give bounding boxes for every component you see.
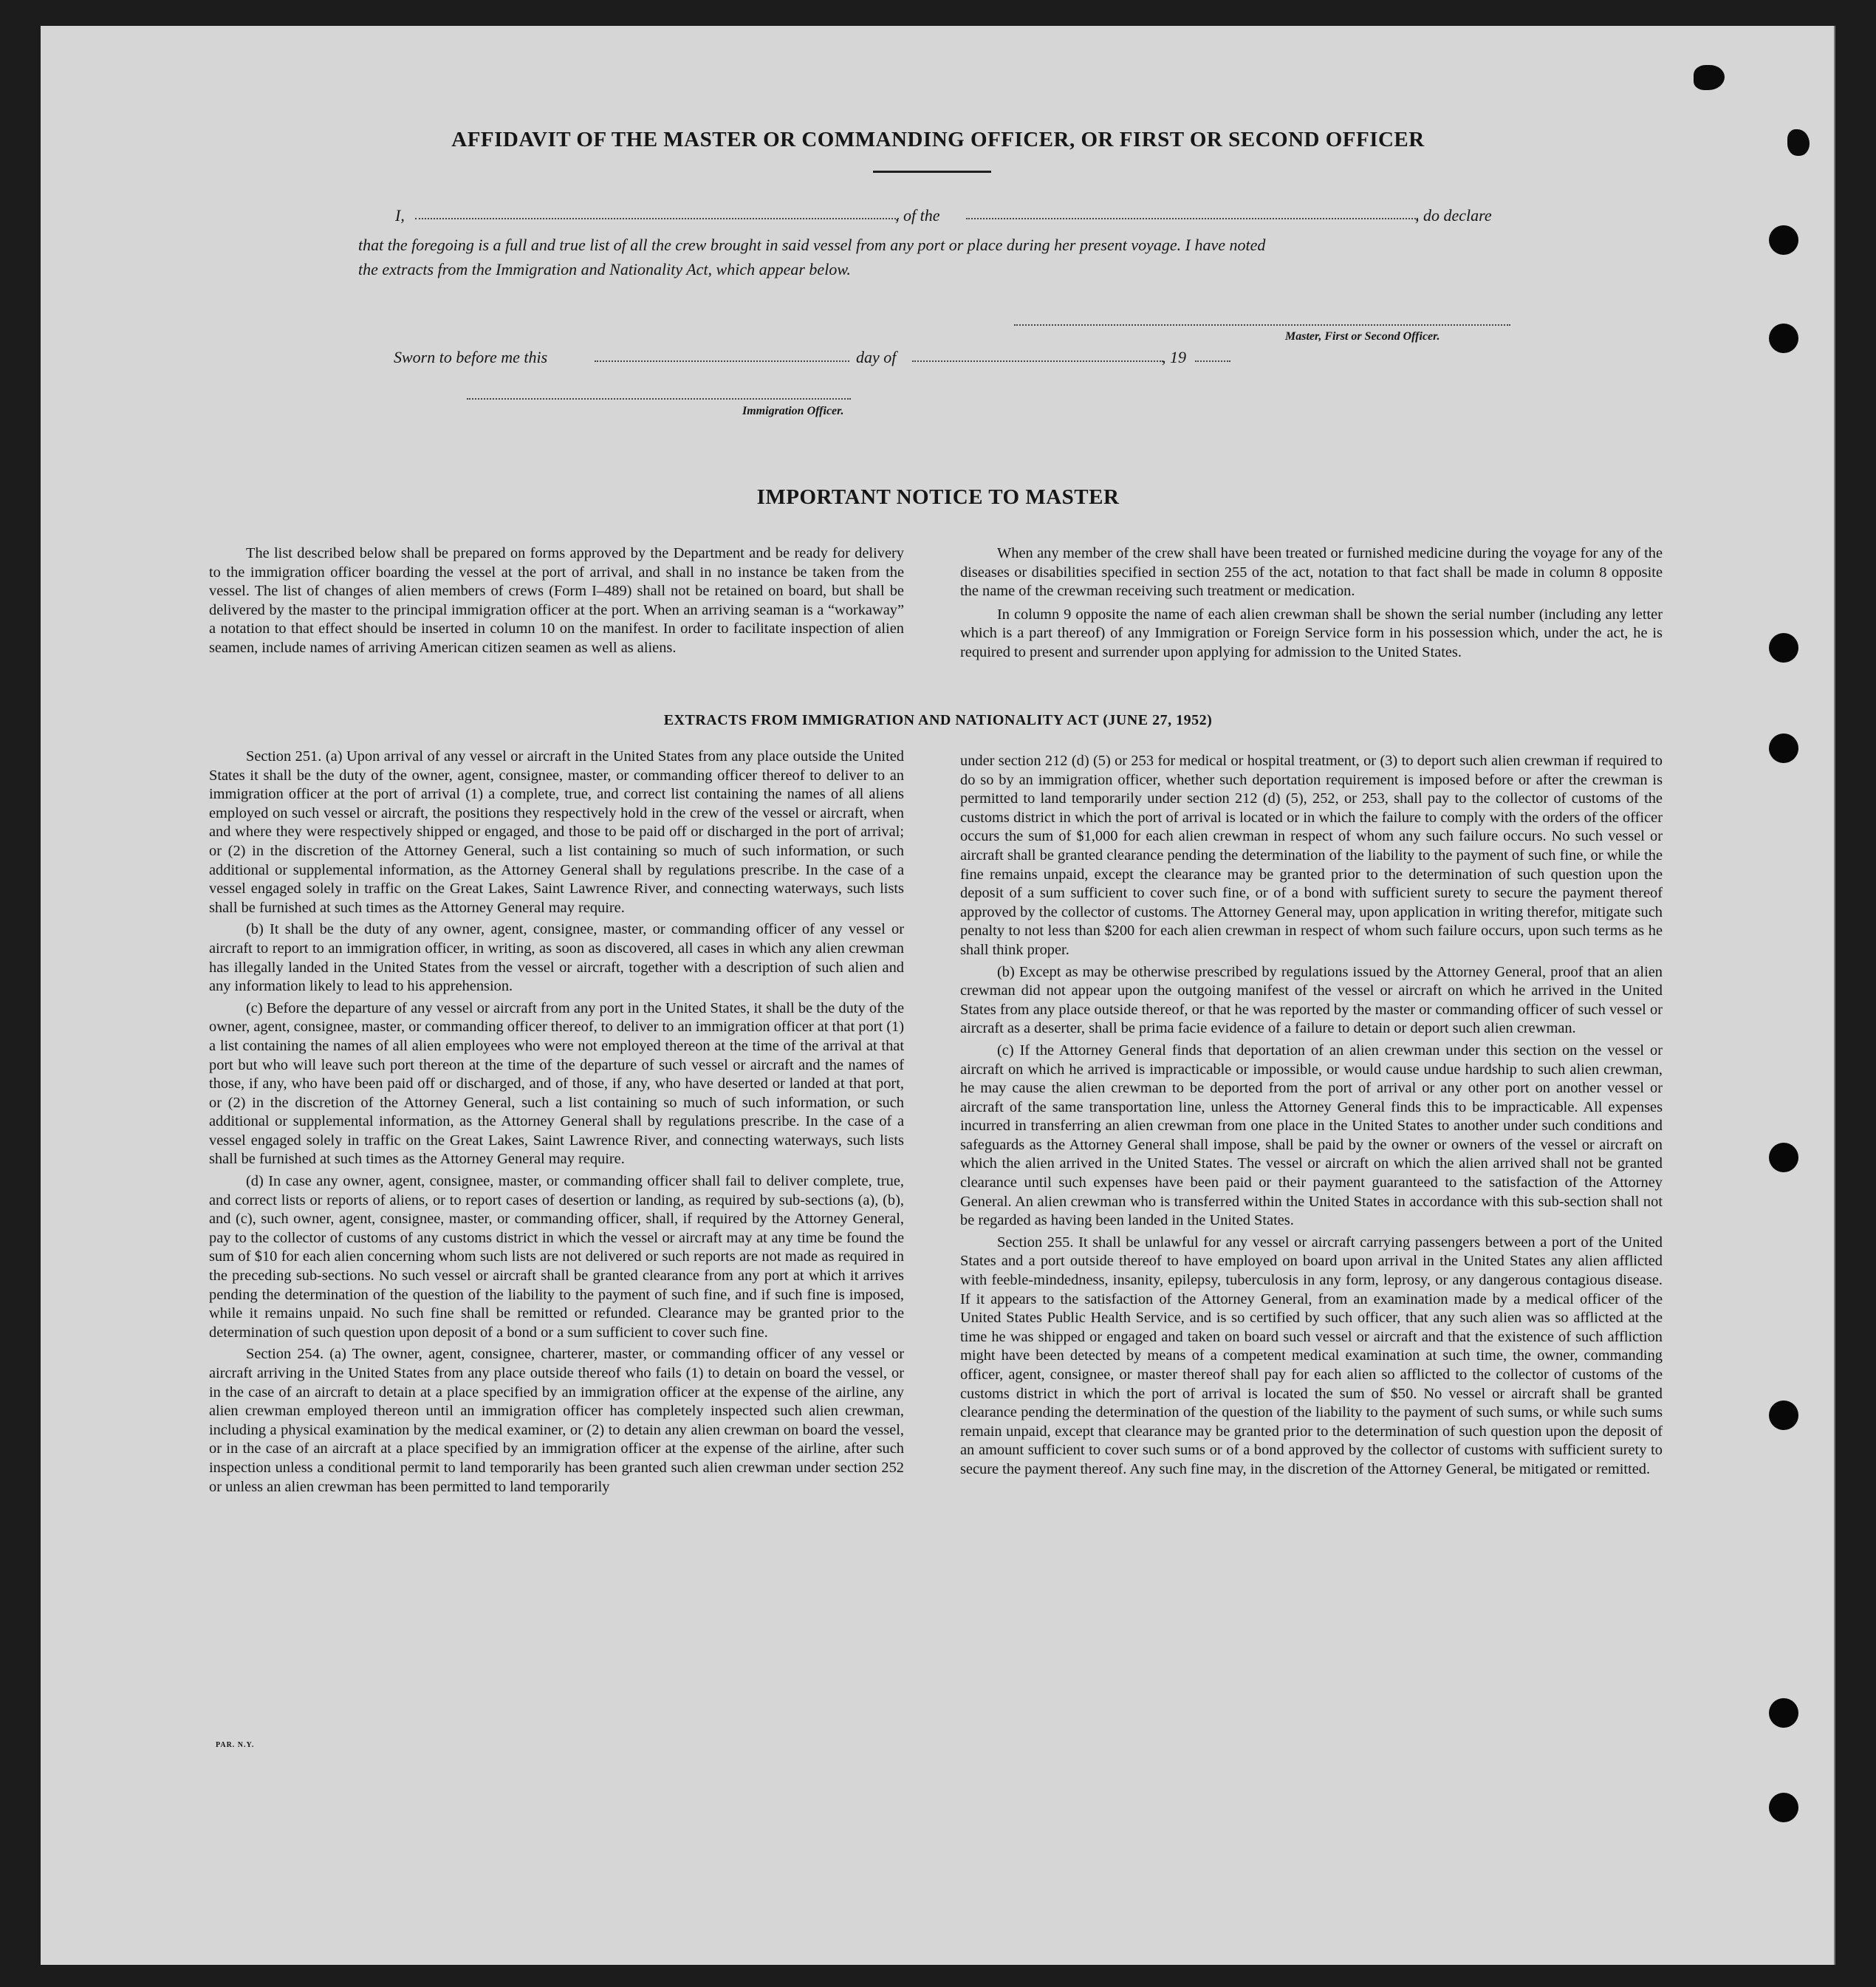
notice-left-column <box>209 544 904 661</box>
section-251-b: (b) It shall be the duty of any owner, agent, consignee, master, or commanding officer of any vessel or aircraft to report to an immigration officer, in writing, as soon as discovered, all cases in which any alien crewman has illegally landed in the United States from the vessel or aircraft, together with a description of such alien and any information likely to lead to his apprehension. <box>209 921 904 995</box>
sworn-year-field[interactable] <box>1195 359 1230 362</box>
binder-hole <box>1769 633 1798 663</box>
declarant-name-field[interactable] <box>415 216 899 219</box>
sworn-day-field[interactable] <box>595 359 849 362</box>
binder-hole <box>1769 1401 1798 1430</box>
notice-right-paragraph-1: When any member of the crew shall have been treated or furnished medicine during the voyage for any of the diseases or disabilities specified in section 255 of the act, notation to that fact shall be made in column 8 opposite the name of the crewman receiving such treatment or medication. <box>960 545 1663 600</box>
extracts-left-column <box>209 748 904 1499</box>
section-254-a-continued: under section 212 (d) (5) or 253 for medical or hospital treatment, or (3) to deport such alien crewman if required to do so by an immigration officer, whether such deportation requirement is imposed before or after the crewman is permitted to land temporarily under section 212 (d) (5), 252, or 253, shall pay to the collector of customs of the customs district in which the port of arrival is located or in which the failure to comply with the orders of the officer occurs the sum of $1,000 for each alien crewman in respect of whom any such failure occurs. No such vessel or aircraft shall be granted clearance pending the determination of the liability to the payment of such fine, or while the fine remains unpaid, except the clearance may be granted prior to the determination of such question upon the deposit of a sum sufficient to cover such fine, or of a bond with sufficient surety to secure the payment thereof approved by the collector of customs. The Attorney General may, upon application in writing therefor, mitigate such penalty to not less than $200 for each alien crewman in respect of whom such failure occurs, upon such terms as he shall think proper. <box>960 753 1663 958</box>
notice-left-paragraph: The list described below shall be prepared on forms approved by the Department and be ready for delivery to the immigration officer boarding the vessel at the port of arrival, and shall in no instance be taken from the vessel. The list of changes of alien members of crews (Form I–489) shall not be retained on board, but shall be delivered by the master to the principal immigration officer at the port. When an arriving seaman is a “workaway” a notation to that effect should be inserted in column 10 on the manifest. In order to facilitate inspection of alien seamen, include names of arriving American citizen seamen as well as aliens. <box>209 545 904 656</box>
affidavit-statement-line: that the foregoing is a full and true list of all the crew brought in said vessel from any port or place during her present voyage. I have noted <box>358 236 1266 254</box>
section-251-c: (c) Before the departure of any vessel or aircraft from any port in the United States, it shall be the duty of the owner, agent, consignee, master, or commanding officer thereof, to deliver to an immigration officer at that port (1) a list containing the names of all alien employees who were not employed thereon at the time of the arrival at that port but who will leave such port thereon at the time of the departure of such vessel or aircraft and the names of those, if any, who have been paid off or discharged, and of those, if any, who have deserted or landed at that port, or (2) in the discretion of the Attorney General, such a list containing so much of such information, or such additional or supplemental information, as the Attorney General shall by regulations prescribe. In the case of a vessel engaged solely in traffic on the Great Lakes, Saint Lawrence River, and connecting waterways, such lists shall be furnished at such times as the Attorney General may require. <box>209 999 904 1168</box>
torn-edge-blot <box>1787 129 1810 156</box>
extracts-right-column <box>960 752 1663 1482</box>
master-signature-line[interactable] <box>1014 323 1510 326</box>
immigration-officer-signature-line[interactable] <box>467 397 851 400</box>
day-of-label: day of <box>856 348 897 366</box>
binder-hole <box>1769 1698 1798 1728</box>
immigration-officer-label: Immigration Officer. <box>742 405 844 417</box>
section-254-c: (c) If the Attorney General finds that deportation of an alien crewman under this section on the vessel or aircraft on which he arrived is impracticable or impossible, or would cause undue hardship to such alien crewman, he may cause the alien crewman to be deported from the port of arrival or any other port on another vessel or aircraft of the same transportation line, unless the Attorney General finds this to be impracticable. All expenses incurred in transferring an alien crewman from one place in the United States to another under such conditions and safeguards as the Attorney General shall impose, shall be paid by the owner or owners of the vessel or aircraft on which the alien arrived in the United States. The vessel or aircraft on which the alien arrived shall not be granted clearance until such expenses have been paid or their payment guaranteed to the satisfaction of the Attorney General. An alien crewman who is transferred within the United States in accordance with this sub-section shall not be regarded as having been landed in the United States. <box>960 1042 1663 1229</box>
extracts-title: EXTRACTS FROM IMMIGRATION AND NATIONALITY ACT (JUNE 27, 1952) <box>663 712 1213 728</box>
notice-right-paragraph-2: In column 9 opposite the name of each alien crewman shall be shown the serial number (including any letter which is a part thereof) of any Immigration or Foreign Service form in his possession which, under the act, he is required to present and surrender upon applying for admission to the United States. <box>960 606 1663 660</box>
section-255: Section 255. It shall be unlawful for any vessel or aircraft carrying passengers between a port of the United States and a port outside thereof to have employed on board upon arrival in the United States any alien afflicted with feeble-mindedness, insanity, epilepsy, tuberculosis in any form, leprosy, or any dangerous contagious disease. If it appears to the satisfaction of the Attorney General, from an examination made by a medical officer of the United States Public Health Service, and is so certified by such officer, that any such alien was so afflicted at the time he was shipped or engaged and taken on board such vessel or aircraft and that the existence of such affliction might have been detected by means of a competent medical examination at such time, the owner, commanding officer, agent, consignee, or master thereof shall pay for each alien so afflicted to the collector of customs of the customs district in which the port of arrival is located the sum of $50. No vessel or aircraft shall be granted clearance pending the determination of the question of the liability to the payment of such sums, or while such sums remain unpaid, except that clearance may be granted prior to the determination of such question upon the deposit of an amount sufficient to cover such sums or of a bond approved by the collector of customs with sufficient surety to secure the payment thereof. Any such fine may, in the discretion of the Attorney General, be mitigated or remitted. <box>960 1234 1663 1477</box>
affidavit-title: AFFIDAVIT OF THE MASTER OR COMMANDING OFFICER, OR FIRST OR SECOND OFFICER <box>451 128 1425 151</box>
vessel-name-field[interactable] <box>966 216 1418 219</box>
affidavit-extracts-line: the extracts from the Immigration and Nationality Act, which appear below. <box>358 260 851 278</box>
notice-title: IMPORTANT NOTICE TO MASTER <box>756 485 1120 509</box>
section-254-a: Section 254. (a) The owner, agent, consignee, charterer, master, or commanding officer of any vessel or aircraft arriving in the United States from any place outside thereof who fails (1) to detain on board the vessel, or in the case of an aircraft to detain at a place specified by an immigration officer at the expense of the airline, any alien crewman employed thereon until an immigration officer has completely inspected such alien crewman, including a physical examination by the medical examiner, or (2) to detain any alien crewman on board the vessel, or in the case of an aircraft at a place specified by an immigration officer at the expense of the airline, after such inspection unless a conditional permit to land temporarily has been granted such alien crewman under section 252 or unless an alien crewman has been permitted to land temporarily <box>209 1346 904 1495</box>
affidavit-declare-label: , do declare <box>1415 206 1492 225</box>
sworn-label: Sworn to before me this <box>394 348 548 366</box>
sworn-month-field[interactable] <box>912 359 1163 362</box>
binder-hole <box>1769 733 1798 763</box>
affidavit-i-label: I, <box>395 206 405 225</box>
printer-mark: PAR. N.Y. <box>216 1741 255 1749</box>
master-signature-label: Master, First or Second Officer. <box>1285 330 1440 343</box>
binder-hole <box>1769 324 1798 353</box>
affidavit-of-the-label: , of the <box>895 206 940 225</box>
binder-hole <box>1769 225 1798 255</box>
sworn-year-label: , 19 <box>1162 348 1186 366</box>
section-254-b: (b) Except as may be otherwise prescribed by regulations issued by the Attorney General, proof that an alien crewman did not appear upon the outgoing manifest of the vessel or aircraft on which he arrived in the United States from any place outside thereof, or that he was reported by the master or commanding officer of such vessel or aircraft as a deserter, shall be prima facie evidence of a failure to detain or deport such alien crewman. <box>960 963 1663 1037</box>
binder-hole <box>1769 1793 1798 1822</box>
notice-right-column <box>960 544 1663 666</box>
binder-hole <box>1769 1143 1798 1172</box>
section-251-a: Section 251. (a) Upon arrival of any vessel or aircraft in the United States from any place outside the United States it shall be the duty of the owner, agent, consignee, master, or commanding officer thereof to deliver to an immigration officer at the port of arrival (1) a complete, true, and correct list containing the names of all aliens employed on such vessel or aircraft, the positions they respectively hold in the crew of the vessel or aircraft, when and where they were respectively shipped or engaged, and those to be paid off or discharged in the port of arrival; or (2) in the discretion of the Attorney General, such a list containing so much of such information, or such additional or supplemental information, as the Attorney General shall by regulations prescribe. In the case of a vessel engaged solely in traffic on the Great Lakes, Saint Lawrence River, and connecting waterways, such lists shall be furnished at such times as the Attorney General may require. <box>209 748 904 916</box>
section-251-d: (d) In case any owner, agent, consignee, master, or commanding officer shall fail to deliver complete, true, and correct lists or reports of aliens, or to report cases of desertion or landing, as required by sub-sections (a), (b), and (c), such owner, agent, consignee, master, or commanding officer, shall, if required by the Attorney General, pay to the collector of customs of any customs district in which the vessel or aircraft may at any time be found the sum of $10 for each alien concerning whom such lists are not delivered or such reports are not made as required in the preceding sub-sections. No such vessel or aircraft shall be granted clearance from any port at which it arrives pending the determination of the question of the liability to the payment of such fine, and if such fine is imposed, while it remains unpaid. No such fine shall be remitted or refunded. Clearance may be granted prior to the determination of such question upon deposit of a bond or a sum sufficient to cover such fine. <box>209 1173 904 1341</box>
title-rule <box>873 171 991 173</box>
